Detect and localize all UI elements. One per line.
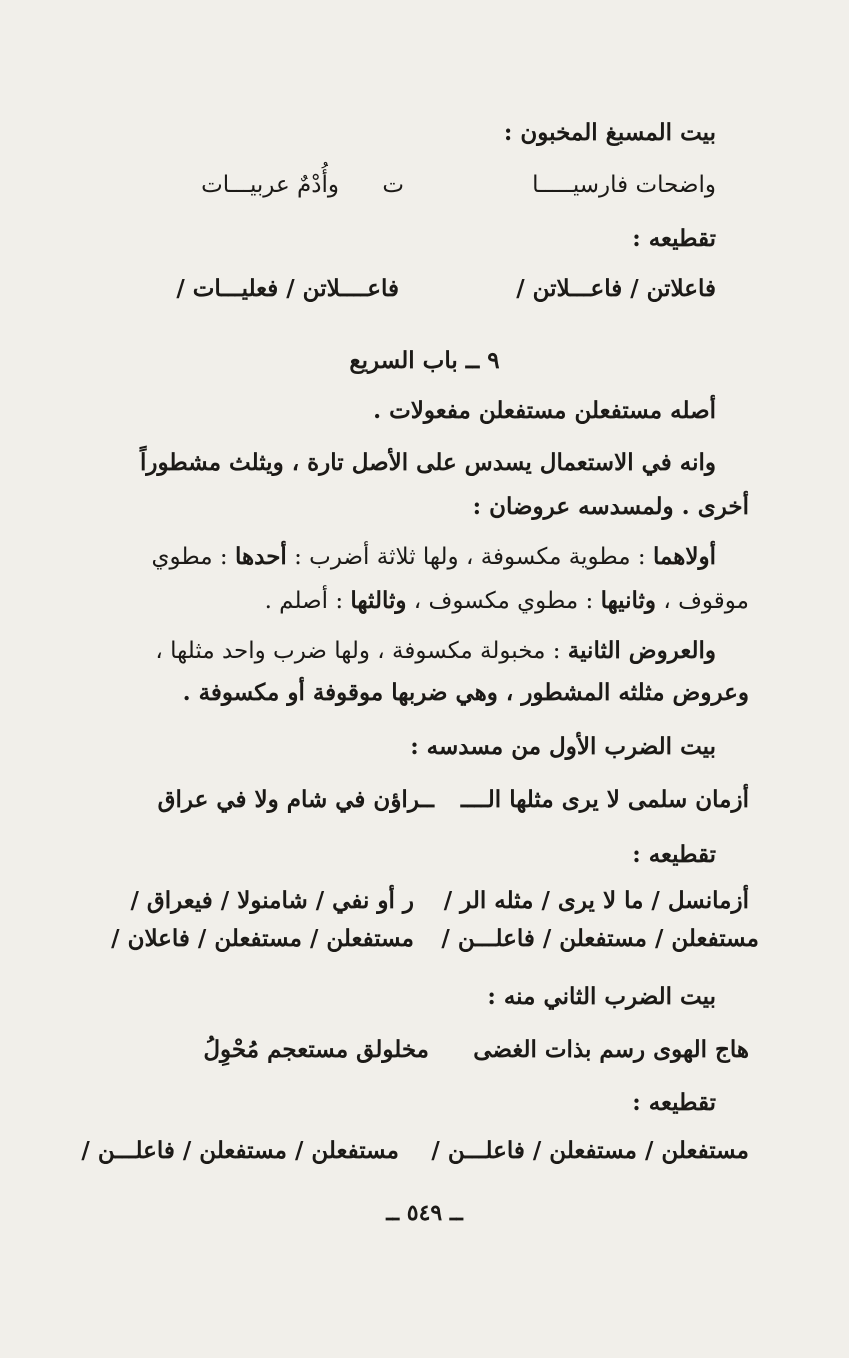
verse-hemistich-right: واضحات فارسيـــــا [532, 172, 716, 198]
term-first: أولاهما [652, 543, 716, 570]
verse2-scan-left: مستفعلن / مستفعلن / فاعلـــن / [81, 1137, 399, 1164]
scansion-right: فاعلاتن / فاعـــلاتن / [516, 275, 716, 302]
verse2-scan-right: مستفعلن / مستفعلن / فاعلـــن / [431, 1137, 749, 1164]
scansion-label: تقطيعه : [632, 225, 716, 252]
paragraph-first-arud-line2 [265, 584, 749, 618]
page-number: ــ ٥٤٩ ــ [386, 1200, 463, 1226]
term-second-arud: والعروض الثانية [567, 637, 716, 664]
text: : مخبولة مكسوفة ، ولها ضرب واحد مثلها ، [155, 638, 561, 664]
verse1-scan1-left: ر أو نفي / شامنولا / فيعراق / [130, 887, 414, 914]
paragraph-first-arud-line1 [152, 540, 716, 574]
verse2-scansion-label: تقطيعه : [632, 1089, 716, 1116]
text: : أصلم . [264, 588, 344, 614]
verse2-heading: بيت الضرب الثاني منه : [487, 983, 716, 1010]
text: : مطوي مكسوف ، [413, 588, 594, 614]
verse1-right: أزمان سلمى لا يرى مثلها الــــ [460, 786, 749, 813]
text: موقوف ، [663, 588, 749, 614]
term-one: أحدها [234, 543, 287, 570]
verse2-left: مخلولق مستعجم مُحْوِلُ [203, 1036, 429, 1063]
term-third: وثالثها [350, 587, 407, 614]
verse1-scan2-left: مستفعلن / مستفعلن / فاعلان / [111, 925, 414, 952]
verse1-scansion-label: تقطيعه : [632, 841, 716, 868]
scansion-left: فاعــــلاتن / فعليـــات / [176, 275, 399, 302]
verse-fragment: ت [382, 172, 404, 198]
verse1-left: ــراؤن في شام ولا في عراق [157, 786, 434, 813]
chapter-title: ٩ ــ باب السريع [349, 347, 500, 374]
verse-hemistich-left: وأُدْمٌ عربيـــات [201, 172, 339, 198]
paragraph-usage-line1: وانه في الاستعمال يسدس على الأصل تارة ، ويثلث مشطوراً [139, 449, 716, 476]
verse2-right: هاج الهوى رسم بذات الغضى [473, 1036, 749, 1063]
verse-heading: بيت المسبغ المخبون : [503, 119, 716, 146]
text: : مطوية مكسوفة ، ولها ثلاثة أضرب : [294, 544, 646, 570]
paragraph-second-arud-line1 [155, 634, 716, 668]
verse1-scan1-right: أزمانسل / ما لا يرى / مثله الر / [443, 887, 749, 914]
verse1-heading: بيت الضرب الأول من مسدسه : [410, 733, 716, 760]
paragraph-second-arud-line2: وعروض مثلثه المشطور ، وهي ضربها موقوفة أو مكسوفة . [182, 679, 749, 706]
verse1-scan2-right: مستفعلن / مستفعلن / فاعلـــن / [441, 925, 759, 952]
term-second: وثانيها [600, 587, 657, 614]
paragraph-origin: أصله مستفعلن مستفعلن مفعولات . [373, 397, 716, 424]
paragraph-usage-line2: أخرى . ولمسدسه عروضان : [472, 493, 749, 520]
text: : مطوي [151, 544, 228, 570]
